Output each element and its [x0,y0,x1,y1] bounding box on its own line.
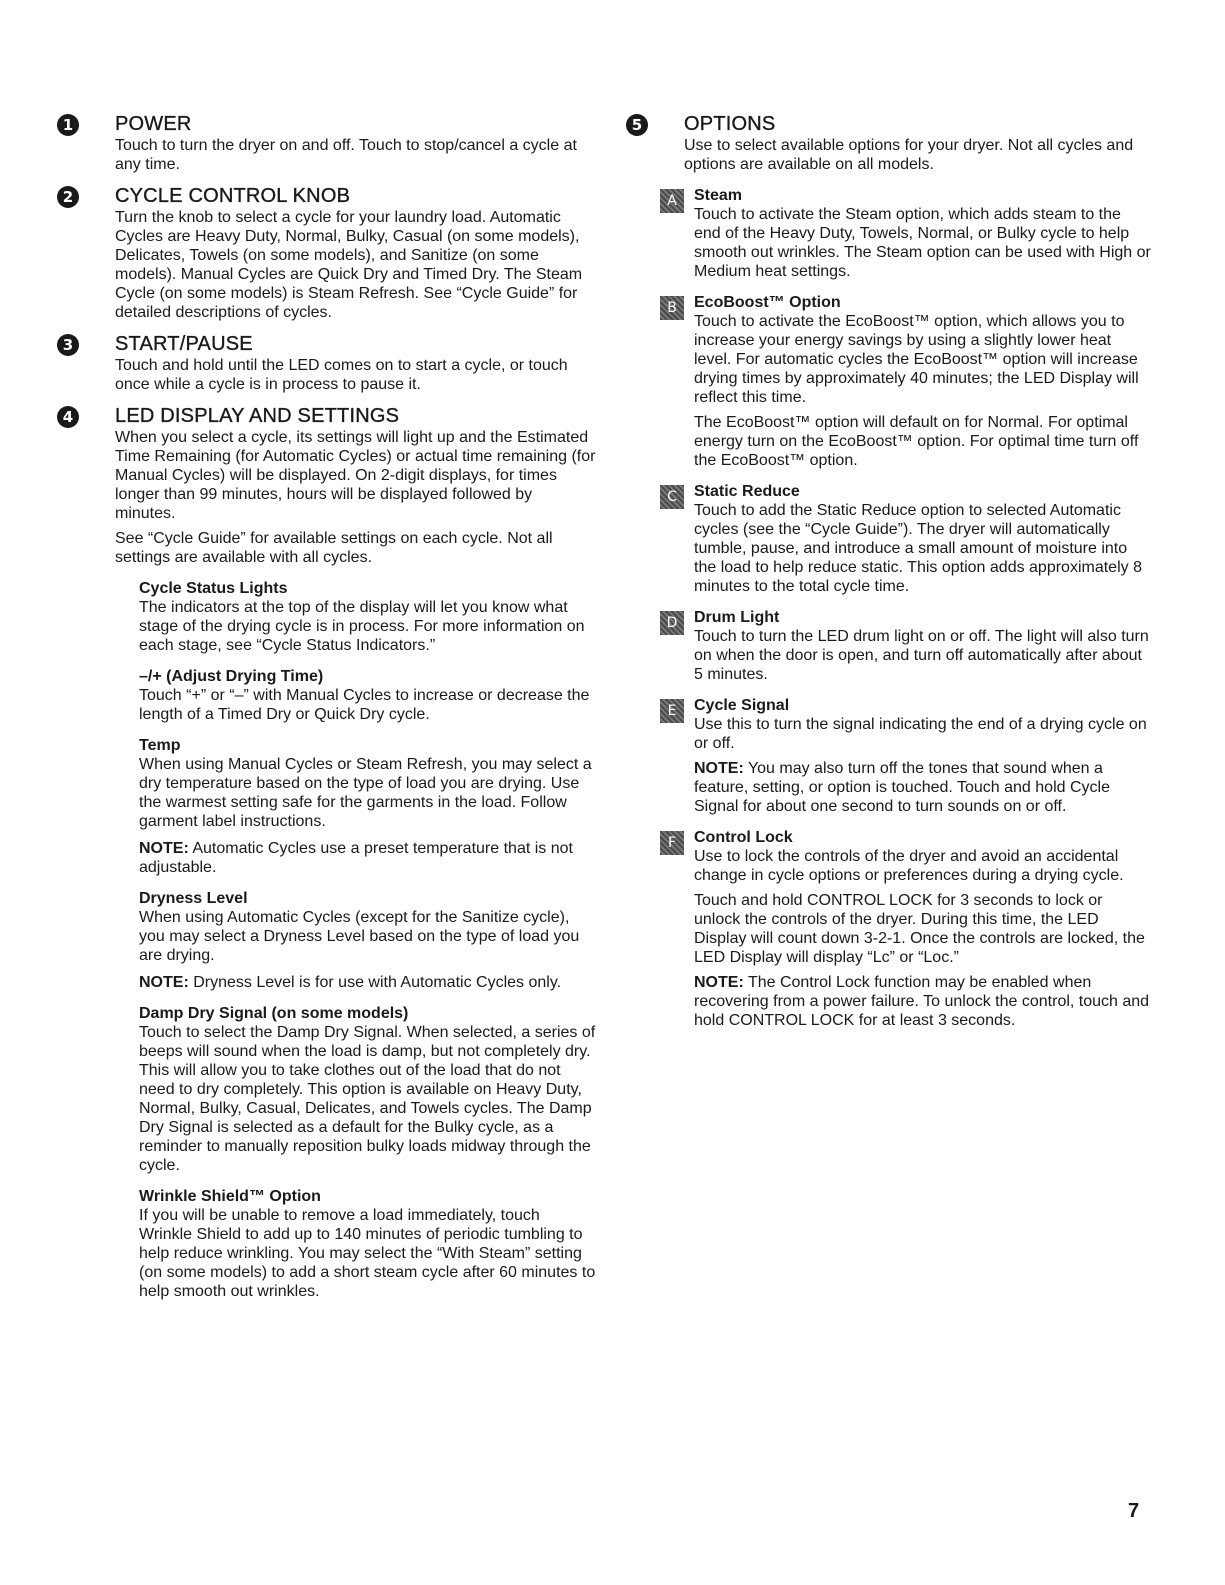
control-lock-note-text: The Control Lock function may be enabled when recovering from a power failure. To unlock the control, touch and hold CONTROL LOCK for at least 3 seconds. [694,974,1150,1029]
cycle-control-text: Turn the knob to select a cycle for your laundry load. Automatic Cycles are Heavy Duty, Normal, Bulky, Casual (on some models), Delicates, Towels (on some models), and Sanitize (on some models). Manual Cycles are Quick Dry and Timed Dry. The Steam Cycle (on some models) is Steam Refresh. See “Cycle Guide” for detailed descriptions of cycles. [115,209,583,321]
dryness-text: When using Automatic Cycles (except for the Sanitize cycle), you may select a Dryness Level based on the type of load you are drying. [139,909,580,964]
start-pause-text: Touch and hold until the LED comes on to start a cycle, or touch once while a cycle is in process to pause it. [115,357,568,393]
badge-f-icon: F [660,831,684,855]
damp-dry-text: Touch to select the Damp Dry Signal. When selected, a series of beeps will sound when the load is damp, but not completely dry. This will allow you to take clothes out of the load that do not need to dry completely. This option is available on Heavy Duty, Normal, Bulky, Casual, Delicates, and Towels cycles. The Damp Dry Signal is selected as a default for the Bulky cycle, as a reminder to manually reposition bulky loads midway through the cycle. [139,1024,596,1174]
option-cycle-signal [660,696,1151,816]
dryness-note-text: Dryness Level is for use with Automatic Cycles only. [188,974,562,991]
cycle-control-section [57,184,597,322]
cycle-signal-text: Use this to turn the signal indicating the end of a drying cycle on or off. [694,716,1147,752]
control-lock-heading: Control Lock [694,829,793,846]
led-display-text-1: When you select a cycle, its settings will light up and the Estimated Time Remaining (for Automatic Cycles) or actual time remaining (for Manual Cycles) will be displayed. On 2-digit displays, for times longer than 99 minutes, hours will be displayed followed by minutes. [115,429,596,522]
temp-note [139,839,597,877]
dryness-heading: Dryness Level [139,890,248,907]
option-control-lock [660,828,1151,1030]
drum-light-heading: Drum Light [694,609,780,626]
cycle-signal-heading: Cycle Signal [694,697,790,714]
start-pause-section [57,332,597,394]
drum-light-text: Touch to turn the LED drum light on or off. The light will also turn on when the door is open, and turn off automatically after about 5 minutes. [694,628,1149,683]
led-display-text-2: See “Cycle Guide” for available settings on each cycle. Not all settings are available with all cycles. [115,530,553,566]
ecoboost-text-2: The EcoBoost™ option will default on for Normal. For optimal energy turn on the EcoBoost™ option. For optimal time turn off the EcoBoost™ option. [694,414,1139,469]
right-column [626,112,1151,1040]
control-lock-text-1: Use to lock the controls of the dryer and avoid an accidental change in cycle options or preferences during a drying cycle. [694,848,1124,884]
note-label: NOTE: [139,974,189,991]
badge-a-icon: A [660,189,684,213]
option-static-reduce [660,482,1151,596]
start-pause-heading: START/PAUSE [115,333,253,355]
option-ecoboost [660,293,1151,470]
power-section [57,112,597,174]
steam-heading: Steam [694,187,743,204]
power-heading: POWER [115,113,192,135]
left-column [57,112,597,1311]
cycle-status-text: The indicators at the top of the display will let you know what stage of the drying cycle is in process. For more information on each stage, see “Cycle Status Indicators.” [139,599,585,654]
ecoboost-text-1: Touch to activate the EcoBoost™ option, which allows you to increase your energy savings by using a slightly lower heat level. For automatic cycles the EcoBoost™ option will increase drying times by approximately 40 minutes; the LED Display will reflect this time. [694,313,1139,406]
option-drum-light [660,608,1151,684]
power-text: Touch to turn the dryer on and off. Touch to stop/cancel a cycle at any time. [115,137,577,173]
cycle-status-heading: Cycle Status Lights [139,580,288,597]
number-3-icon: 3 [57,334,79,356]
number-1-icon: 1 [57,114,79,136]
page-number: 7 [1128,1500,1140,1522]
wrinkle-heading: Wrinkle Shield™ Option [139,1188,321,1205]
adjust-time-text: Touch “+” or “–” with Manual Cycles to increase or decrease the length of a Timed Dry or Quick Dry cycle. [139,687,590,723]
options-heading: OPTIONS [684,113,776,135]
temp-text: When using Manual Cycles or Steam Refresh, you may select a dry temperature based on the type of load you are drying. Use the warmest setting safe for the garments in the load. Follow garment label instructions. [139,756,592,830]
badge-d-icon: D [660,611,684,635]
badge-b-icon: B [660,296,684,320]
led-display-section [57,404,597,1301]
static-text: Touch to add the Static Reduce option to selected Automatic cycles (see the “Cycle Guide”). The dryer will automatically tumble, pause, and introduce a small amount of moisture into the load to help reduce static. This option adds approximately 8 minutes to the total cycle time. [694,502,1142,595]
note-label: NOTE: [139,840,189,857]
options-text: Use to select available options for your dryer. Not all cycles and options are available on all models. [684,137,1134,173]
led-display-heading: LED DISPLAY AND SETTINGS [115,405,400,427]
static-heading: Static Reduce [694,483,800,500]
damp-dry-heading: Damp Dry Signal (on some models) [139,1005,409,1022]
cycle-signal-note [694,759,1151,816]
dryness-note [139,973,597,992]
number-2-icon: 2 [57,186,79,208]
control-lock-note [694,973,1151,1030]
cycle-signal-note-text: You may also turn off the tones that sound when a feature, setting, or option is touched. Touch and hold Cycle Signal for about one second to turn sounds on or off. [694,760,1110,815]
ecoboost-heading: EcoBoost™ Option [694,294,841,311]
note-label: NOTE: [694,760,744,777]
control-lock-text-2: Touch and hold CONTROL LOCK for 3 seconds to lock or unlock the controls of the dryer. During this time, the LED Display will count down 3-2-1. Once the controls are locked, the LED Display will display “Lc” or “Loc.” [694,892,1145,966]
adjust-time-heading: –/+ (Adjust Drying Time) [139,668,324,685]
cycle-status-lights [115,579,597,1301]
steam-text: Touch to activate the Steam option, which adds steam to the end of the Heavy Duty, Towels, Normal, or Bulky cycle to help smooth out wrinkles. The Steam option can be used with High or Medium heat settings. [694,206,1151,280]
cycle-control-heading: CYCLE CONTROL KNOB [115,185,351,207]
number-5-icon: 5 [626,114,648,136]
wrinkle-text: If you will be unable to remove a load immediately, touch Wrinkle Shield to add up to 140 minutes of periodic tumbling to help reduce wrinkling. You may select the “With Steam” setting (on some models) to add a short steam cycle after 60 minutes to help smooth out wrinkles. [139,1207,596,1300]
note-label: NOTE: [694,974,744,991]
option-steam [660,186,1151,281]
badge-e-icon: E [660,699,684,723]
options-section [626,112,1151,1030]
number-4-icon: 4 [57,406,79,428]
badge-c-icon: C [660,485,684,509]
temp-heading: Temp [139,737,181,754]
temp-note-text: Automatic Cycles use a preset temperature that is not adjustable. [139,840,573,876]
